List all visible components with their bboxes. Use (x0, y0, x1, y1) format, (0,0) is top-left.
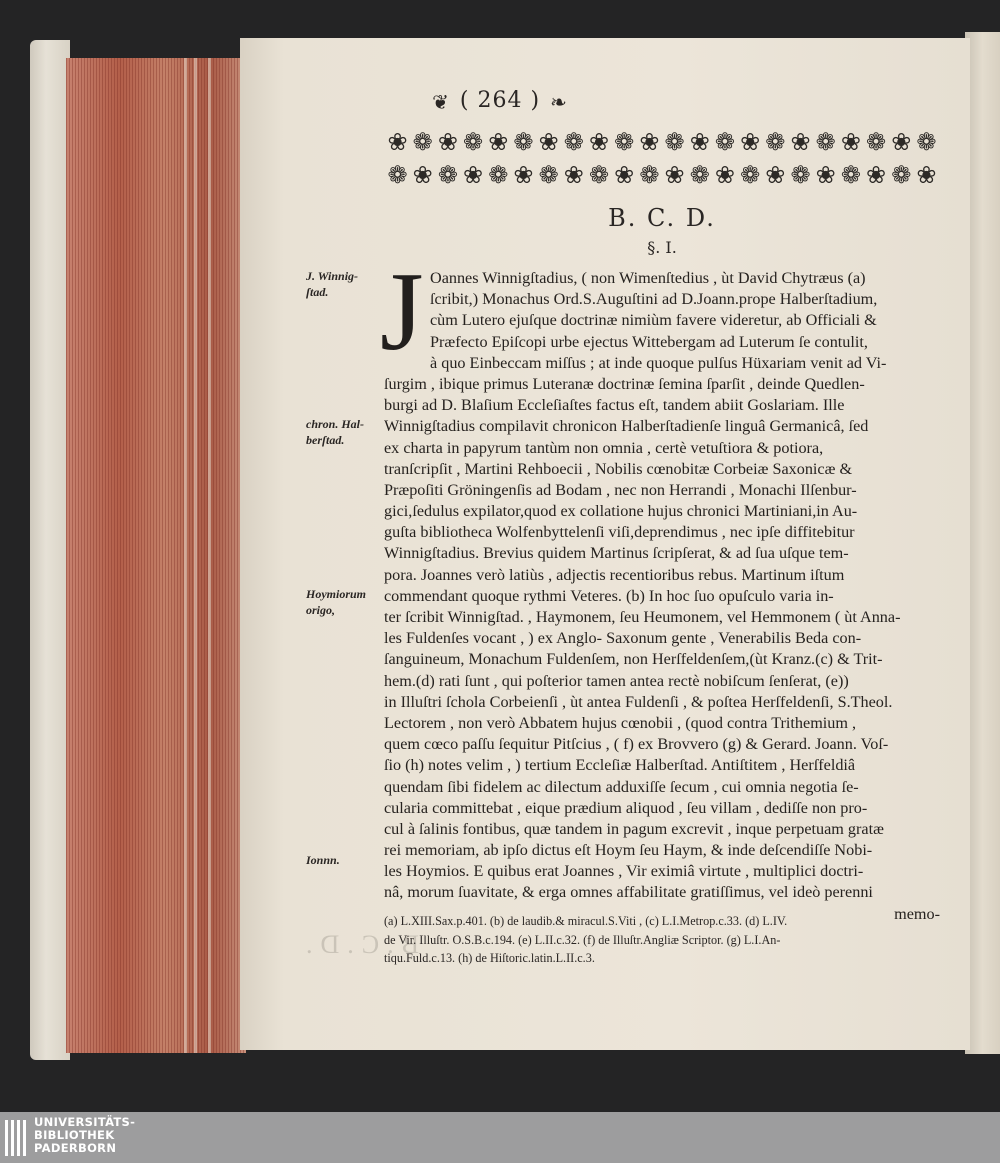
ornament-band (386, 128, 938, 190)
ornament-icon: ❁ (463, 128, 484, 156)
ornament-icon: ❀ (664, 161, 685, 189)
bleed-through-text: B.C.D. (298, 930, 419, 959)
text-line: hem.(d) rati ſunt , qui poſterior tamen antea rectè nobiſcum ſenſerat, (e)) (384, 671, 849, 690)
ornament-icon: ❁ (815, 128, 836, 156)
ornament-icon: ❀ (588, 128, 610, 156)
library-logo-line2: BIBLIOTHEK (34, 1128, 115, 1142)
footnote-line: tiqu.Fuld.c.13. (h) de Hiſtoric.latin.L.II.c.3. (384, 951, 595, 965)
ornament-icon: ❁ (538, 161, 559, 189)
page-number-open: ( (459, 88, 478, 113)
fleuron-left-icon: ❦ (432, 90, 450, 114)
page-number-close: ) (522, 88, 541, 113)
text-line: ter ſcribit Winnigſtad. , Haymonem, ſeu Heumonem, vel Hemmonem ( ùt Anna- (384, 608, 901, 626)
ornament-icon: ❀ (387, 128, 408, 156)
facing-leaf (965, 32, 1000, 1054)
text-line: gici,ſedulus expilator,quod ex collatione hujus chronici Martiniani,in Au- (384, 502, 858, 521)
text-line: Præfecto Epiſcopi urbe ejectus Wittebergam ad Luterum ſe contulit, (430, 332, 868, 351)
ornament-icon: ❀ (538, 128, 559, 156)
ornament-icon: ❀ (689, 128, 710, 156)
text-line: ſanguineum, Monachum Fuldenſem, non Herſfeldenſem,(ùt Kranz.(c) & Trit- (384, 650, 883, 669)
footnotes (384, 912, 940, 968)
ornament-icon: ❀ (463, 161, 484, 189)
fleuron-right-icon: ❧ (550, 90, 568, 114)
ornament-icon: ❁ (891, 161, 912, 189)
ornament-icon: ❁ (588, 161, 610, 189)
section-number: §. I. (647, 238, 677, 257)
ornament-icon: ❀ (437, 128, 458, 156)
ornament-icon: ❀ (639, 128, 660, 156)
ornament-icon: ❀ (790, 128, 811, 156)
margin-note-origo: origo, (306, 603, 336, 617)
text-line: tranſcripſit , Martini Rehboecii , Nobilis cœnobitæ Corbeiæ Saxonicæ & (384, 459, 853, 478)
ornament-icon: ❁ (412, 128, 433, 156)
margin-note-winnigstad-cont: ſtad. (306, 285, 329, 299)
book-fore-edge (66, 58, 246, 1053)
text-line: cùm Lutero ejuſque doctrinæ nimiùm favere videretur, ab Officiali & (430, 311, 877, 330)
ornament-icon: ❀ (513, 161, 534, 189)
library-logo-line3: PADERBORN (34, 1141, 117, 1155)
text-line: les Fuldenſes vocant , ) ex Anglo- Saxonum gente , Venerabilis Beda con- (384, 629, 862, 648)
text-line: Winnigſtadius. Brevius quidem Martinus ſcripſerat, & ad ſua uſque tem- (384, 544, 849, 563)
ornament-icon: ❁ (790, 161, 811, 189)
ornament-icon: ❁ (689, 161, 710, 189)
ornament-icon: ❁ (916, 128, 937, 156)
margin-note-chron-cont: berſtad. (306, 433, 345, 447)
library-logo-text (34, 1116, 135, 1155)
body-text (384, 268, 940, 925)
ornament-icon: ❁ (765, 128, 786, 156)
ornament-icon: ❀ (740, 128, 761, 156)
text-line: rei memoriam, ab ipſo dictus eſt Hoym ſeu Haym, & inde deſcendiſſe Nobi- (384, 841, 873, 860)
ornament-icon: ❀ (412, 161, 433, 189)
page-number-line (0, 88, 1000, 114)
ornament-icon: ❁ (488, 161, 509, 189)
margin-note-hoymiorum: Hoymiorum (306, 587, 367, 601)
page-number: 264 (477, 88, 523, 113)
ornament-icon: ❁ (866, 128, 887, 156)
library-logo-line1: UNIVERSITÄTS- (34, 1115, 136, 1129)
ornament-icon: ❀ (840, 128, 861, 156)
margin-note-ionnn: Ionnn. (306, 853, 340, 867)
ornament-icon: ❁ (387, 161, 408, 189)
library-logo-icon (4, 1116, 30, 1160)
text-line: quem cœco paſſu ſequitur Pitſcius , ( f) ex Brovvero (g) & Gerard. Joann. Voſ- (384, 735, 889, 754)
ornament-icon: ❀ (714, 161, 735, 189)
book-cover-edge (30, 40, 70, 1060)
drop-cap: J (380, 250, 424, 374)
text-line: ſio (h) notes velim , ) tertium Eccleſiæ Halberſtad. Antiſtitem , Herſfeldiâ (384, 756, 856, 775)
footnote-line: (a) L.XIII.Sax.p.401. (b) de laudib.& miracul.S.Viti , (c) L.I.Metrop.c.33. (d) L.IV. (384, 914, 788, 928)
text-line: ſcribit,) Monachus Ord.S.Auguſtini ad D.Joann.prope Halberſtadium, (430, 290, 878, 309)
ornament-icon: ❁ (740, 161, 761, 189)
footnote-line: de Vir. Illuſtr. O.S.B.c.194. (e) L.II.c.32. (f) de Illuſtr.Angliæ Scriptor. (g) L.I.An- (384, 932, 781, 947)
ornament-icon: ❁ (840, 161, 861, 189)
ornament-row-bottom (386, 161, 938, 190)
catchword: memo- (894, 904, 940, 923)
ornament-icon: ❀ (815, 161, 836, 189)
page-title: B. C. D. (608, 204, 716, 232)
text-line: pora. Joannes verò latiùs , adjectis recentioribus rebus. Martinum iſtum (384, 565, 845, 584)
ornament-icon: ❁ (714, 128, 735, 156)
margin-note-winnigstad: J. Winnig- (306, 269, 359, 283)
ornament-icon: ❁ (639, 161, 660, 189)
text-line: Oannes Winnigſtadius, ( non Wimenſtedius , ùt David Chytræus (a) (430, 269, 866, 287)
ornament-icon: ❁ (513, 128, 534, 156)
text-line: quendam ſibi fidelem ac dilectum adduxiſſe ſecum , cui omnia negotia ſe- (384, 777, 859, 796)
library-footer-bar (0, 1112, 1000, 1163)
text-line: les Hoymios. E quibus erat Joannes , Vir eximiâ virtute , multiplici doctri- (384, 862, 864, 881)
ornament-icon: ❀ (488, 128, 509, 156)
ornament-icon: ❀ (563, 161, 584, 189)
margin-note-chron: chron. Hal- (306, 417, 365, 431)
text-line: in Illuſtri ſchola Corbeienſi , ùt antea Fuldenſi , & poſtea Herſfeldenſi, S.Theol. (384, 692, 893, 711)
ornament-icon: ❀ (614, 161, 635, 189)
ornament-icon: ❀ (891, 128, 912, 156)
ornament-icon: ❀ (765, 161, 786, 189)
ornament-icon: ❁ (614, 128, 635, 156)
text-line: à quo Einbeccam miſſus ; at inde quoque pulſus Hüxariam venit ad Vi- (430, 353, 887, 372)
ornament-icon: ❀ (866, 161, 887, 189)
ornament-icon: ❁ (664, 128, 685, 156)
ornament-icon: ❀ (916, 161, 937, 189)
text-line: Lectorem , non verò Abbatem hujus cœnobii , (quod contra Trithemium , (384, 713, 857, 732)
ornament-icon: ❁ (563, 128, 584, 156)
text-line: nâ, morum ſuavitate, & erga omnes affabilitate gratiſſimus, vel ideò perenni (384, 883, 873, 902)
text-line: cul à ſalinis fontibus, quæ tandem in pagum excrevit , inque perpetuam gratæ (384, 819, 884, 838)
text-line: guſta bibliotheca Wolfenbyttelenſi viſi,deprendimus , nec ipſe diffitebitur (384, 523, 855, 542)
ornament-icon: ❁ (437, 161, 458, 189)
text-line: Winnigſtadius compilavit chronicon Halberſtadienſe linguâ Germanicâ, ſed (384, 417, 869, 436)
ornament-row-top (386, 128, 938, 157)
text-line: ſurgim , ibique primus Luteranæ doctrinæ ſemina ſparſit , deinde Quedlen- (384, 374, 865, 393)
text-line: ex charta in papyrum tantùm non omnia , certè vetuſtiora & potiora, (384, 438, 824, 457)
text-line: Præpoſiti Gröningenſis ad Bodam , nec non Herrandi , Monachi Ilſenbur- (384, 480, 857, 499)
text-line: cularia committebat , eique prædium aliquod , ſeu villam , dediſſe non pro- (384, 798, 868, 817)
text-line: burgi ad D. Blaſium Eccleſiaſtes factus eſt, tandem abiit Goslariam. Ille (384, 396, 845, 415)
text-line: commendant quoque rythmi Veteres. (b) In hoc ſuo opuſculo varia in- (384, 586, 834, 605)
